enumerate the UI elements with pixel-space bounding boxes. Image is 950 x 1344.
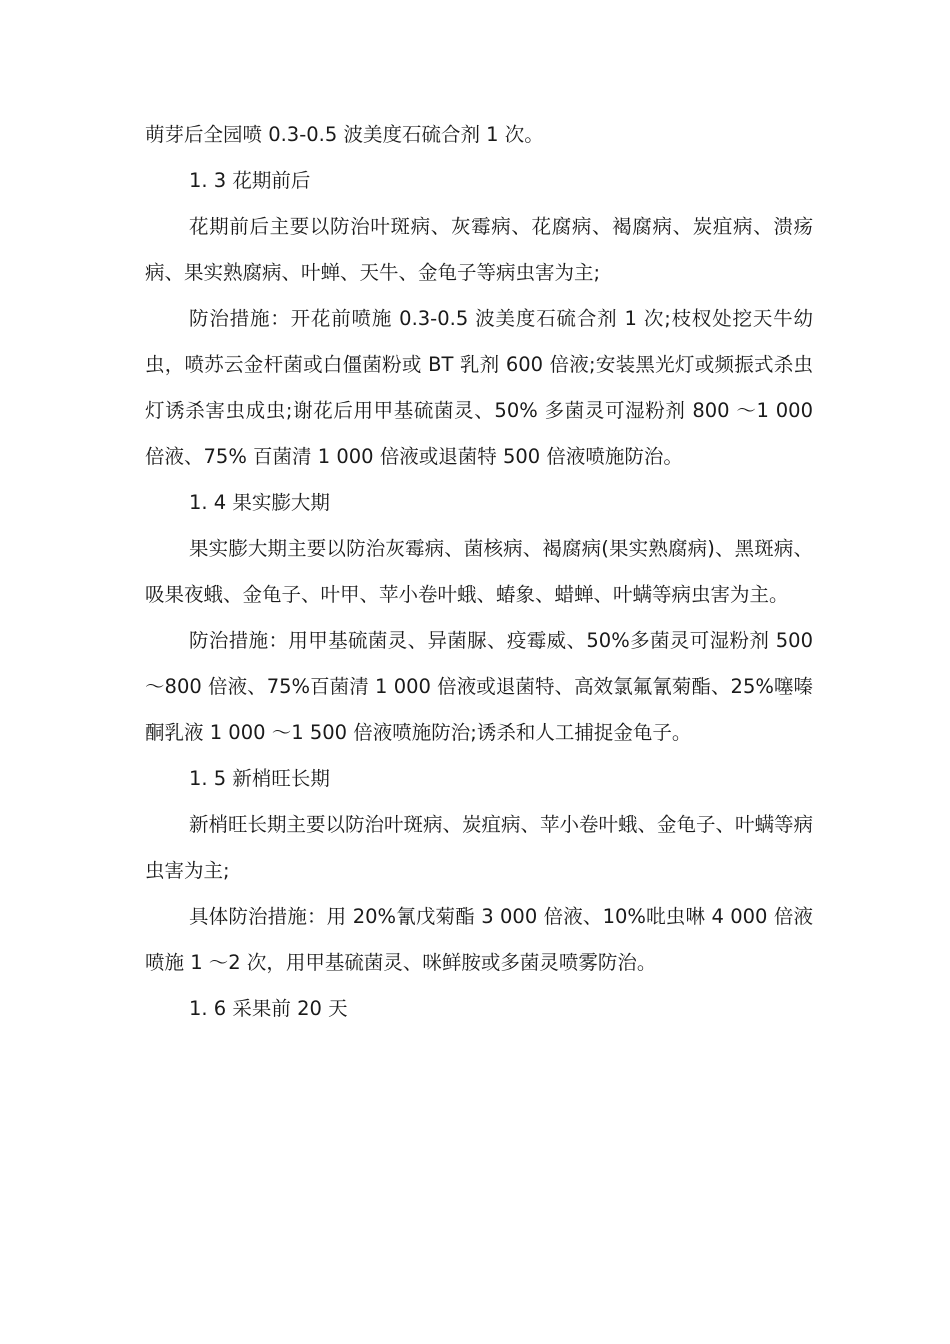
body-paragraph: 新梢旺长期主要以防治叶斑病、炭疽病、苹小卷叶蛾、金龟子、叶螨等病虫害为主; xyxy=(145,813,814,882)
section-heading: 1. 3 花期前后 xyxy=(189,169,311,192)
body-paragraph: 萌芽后全园喷 0.3-0.5 波美度石硫合剂 1 次。 xyxy=(145,123,544,146)
section-heading: 1. 4 果实膨大期 xyxy=(189,491,330,514)
body-paragraph: 防治措施：开花前喷施 0.3-0.5 波美度石硫合剂 1 次;枝杈处挖天牛幼虫，喷苏云金杆菌或白僵菌粉或 BT 乳剂 600 倍液;安装黑光灯或频振式杀虫灯诱杀害虫成虫;谢花后用甲基硫菌灵、50% 多菌灵可湿粉剂 800 ～1 000 倍液、75% 百菌清 1 000 倍液或退菌特 500 倍液喷施防治。 xyxy=(145,307,813,468)
body-paragraph: 果实膨大期主要以防治灰霉病、菌核病、褐腐病(果实熟腐病)、黑斑病、吸果夜蛾、金龟子、叶甲、苹小卷叶蛾、蝽象、蜡蝉、叶螨等病虫害为主。 xyxy=(145,537,813,606)
section-heading: 1. 5 新梢旺长期 xyxy=(189,767,330,790)
section-heading: 1. 6 采果前 20 天 xyxy=(189,997,348,1020)
body-paragraph: 具体防治措施：用 20%氰戊菊酯 3 000 倍液、10%吡虫啉 4 000 倍液喷施 1 ～2 次，用甲基硫菌灵、咪鲜胺或多菌灵喷雾防治。 xyxy=(145,905,813,974)
document-body xyxy=(145,112,813,1032)
body-paragraph: 防治措施：用甲基硫菌灵、异菌脲、疫霉威、50%多菌灵可湿粉剂 500 ～800 倍液、75%百菌清 1 000 倍液或退菌特、高效氯氟氰菊酯、25%噻嗪酮乳液 1 000 ～1 500 倍液喷施防治;诱杀和人工捕捉金龟子。 xyxy=(145,629,813,744)
body-paragraph: 花期前后主要以防治叶斑病、灰霉病、花腐病、褐腐病、炭疽病、溃疡病、果实熟腐病、叶蝉、天牛、金龟子等病虫害为主; xyxy=(145,215,813,284)
